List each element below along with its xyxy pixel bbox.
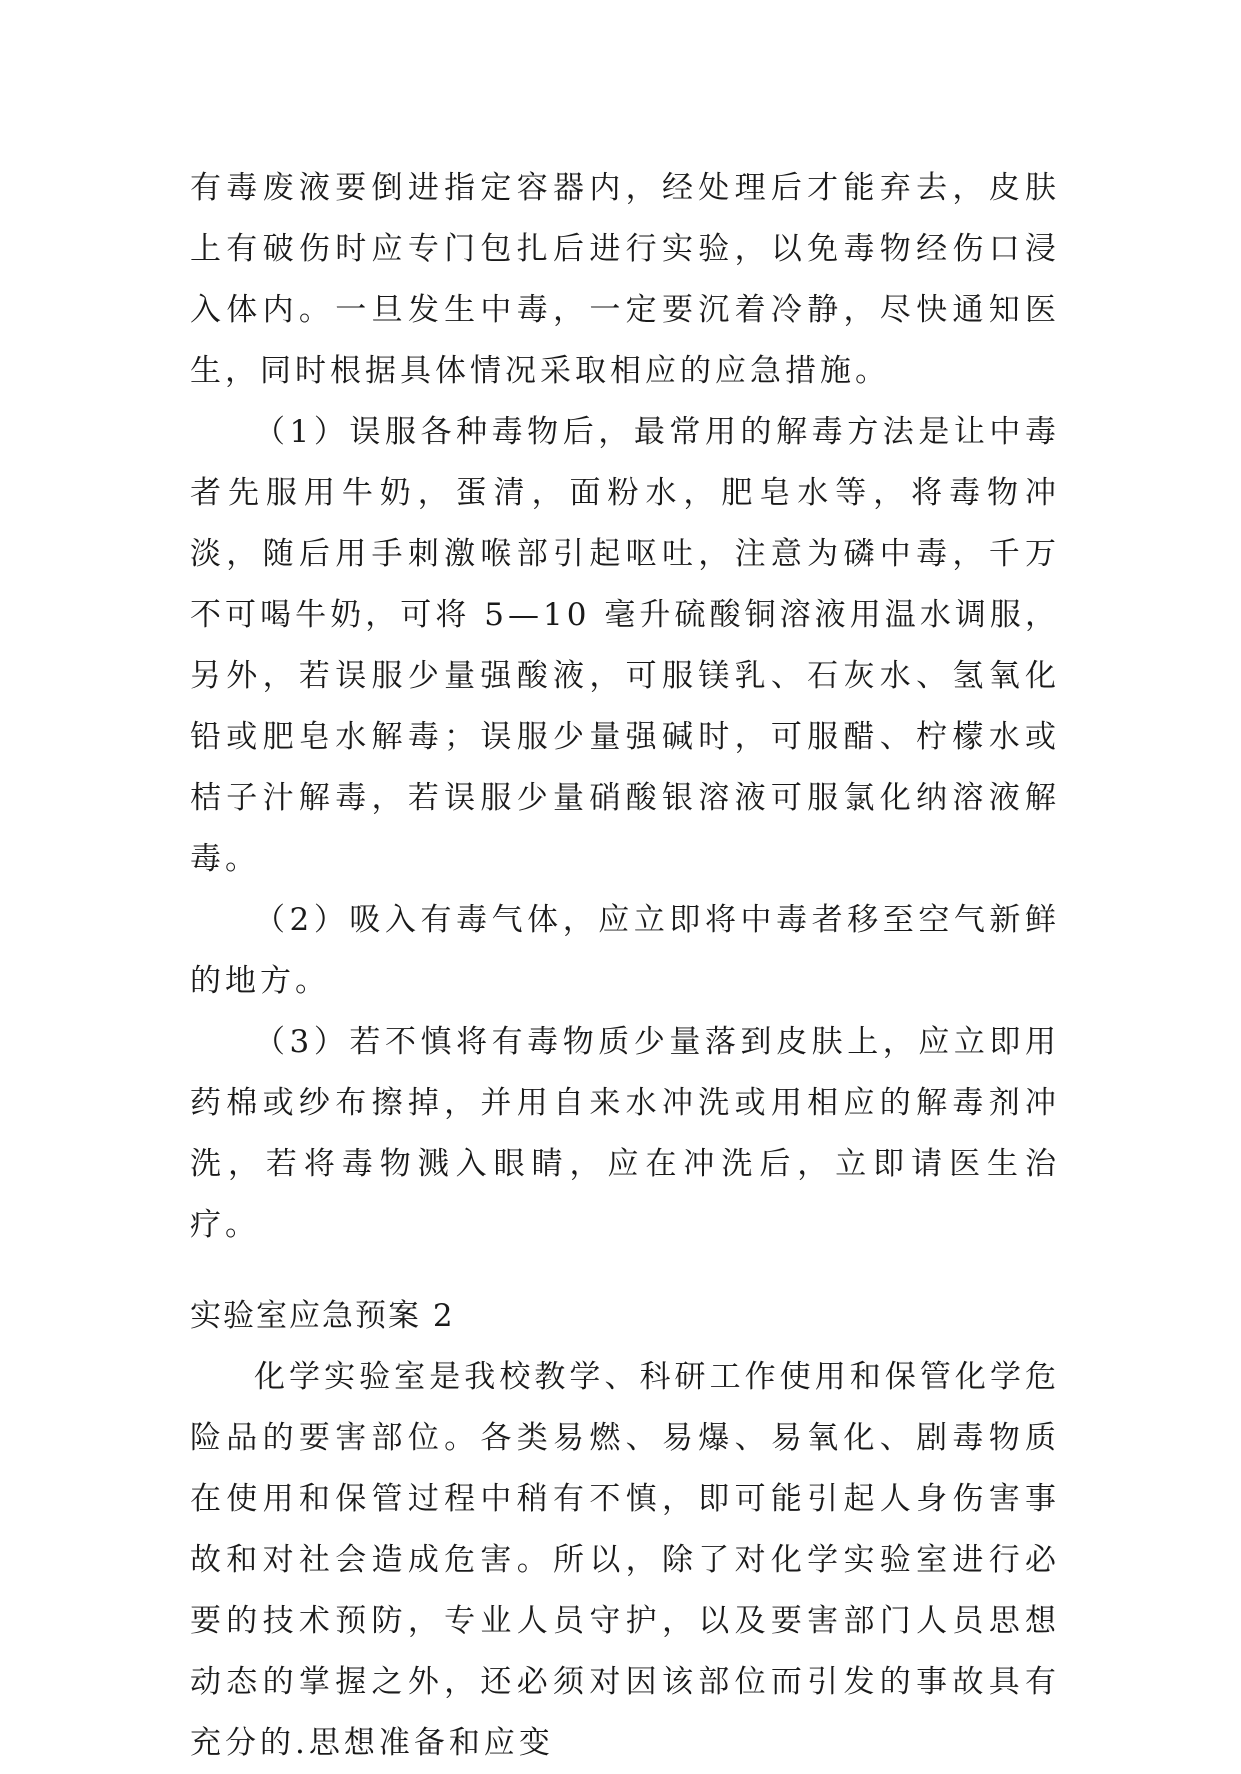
paragraph-skin-contact: （3）若不慎将有毒物质少量落到皮肤上，应立即用药棉或纱布擦掉，并用自来水冲洗或用相应的解毒剂冲洗，若将毒物溅入眼睛，应在冲洗后，立即请医生治疗。 [190,1024,1060,1243]
paragraph-toxic-waste: 有毒废液要倒进指定容器内，经处理后才能弃去，皮肤上有破伤时应专门包扎后进行实验，以免毒物经伤口浸入体内。一旦发生中毒，一定要沉着冷静，尽快通知医生，同时根据具体情况采取相应的应急措施。 [190,170,1060,389]
paragraph-ingestion: （1）误服各种毒物后，最常用的解毒方法是让中毒者先服用牛奶，蛋清，面粉水，肥皂水等，将毒物冲淡，随后用手刺激喉部引起呕吐，注意为磷中毒，千万不可喝牛奶，可将 5—10 毫升硫酸铜溶液用温水调服，另外，若误服少量强酸液，可服镁乳、石灰水、氢氧化铅或肥皂水解毒；误服少量强碱时，可服醋、柠檬水或桔子汁解毒，若误服少量硝酸银溶液可服氯化纳溶液解毒。 [190,414,1060,877]
paragraph-section-intro: 化学实验室是我校教学、科研工作使用和保管化学危险品的要害部位。各类易燃、易爆、易氧化、剧毒物质在使用和保管过程中稍有不慎，即可能引起人身伤害事故和对社会造成危害。所以，除了对化学实验室进行必要的技术预防，专业人员守护，以及要害部门人员思想动态的掌握之外，还必须对因该部位而引发的事故具有充分的.思想准备和应变 [190,1359,1060,1761]
paragraph-inhalation: （2）吸入有毒气体，应立即将中毒者移至空气新鲜的地方。 [190,902,1060,999]
section-heading: 实验室应急预案 2 [190,1298,455,1334]
document-body [190,158,1060,1774]
